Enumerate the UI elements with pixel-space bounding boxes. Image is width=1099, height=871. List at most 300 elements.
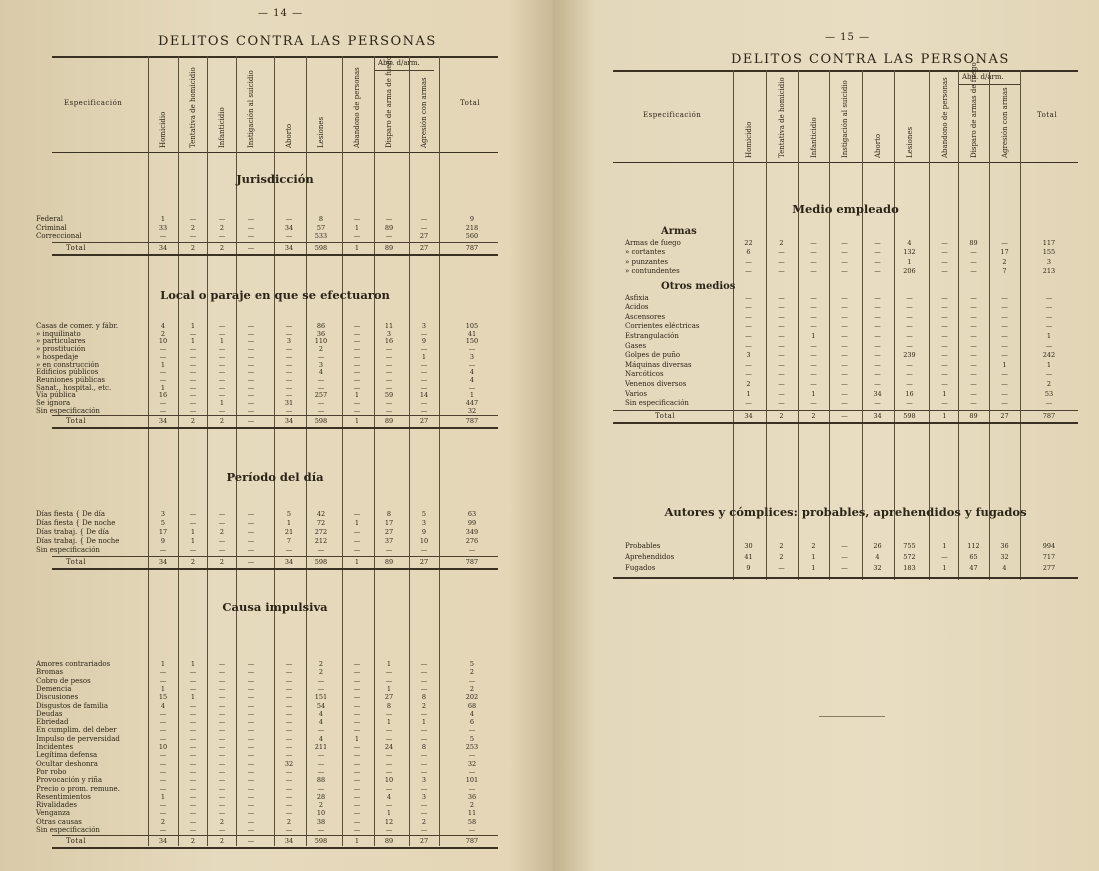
table-cell: — bbox=[941, 267, 948, 276]
row-label: Armas de fuego bbox=[625, 238, 681, 247]
table-cell: — bbox=[317, 767, 325, 776]
table-cell: 10 bbox=[316, 809, 326, 818]
grand-total: 787 bbox=[1042, 411, 1056, 420]
table-cell: — bbox=[353, 776, 361, 785]
table-cell: — bbox=[745, 293, 752, 302]
table-cell: — bbox=[420, 546, 428, 554]
table-cell: — bbox=[247, 519, 255, 527]
table-cell: — bbox=[247, 337, 255, 346]
table-cell: — bbox=[247, 751, 255, 760]
total-cell: 1 bbox=[354, 558, 360, 566]
table-cell: — bbox=[218, 345, 226, 354]
table-cell: — bbox=[385, 759, 393, 768]
total-bottom-rule bbox=[52, 427, 498, 429]
column-header: Homicidio bbox=[159, 111, 167, 148]
table-cell: — bbox=[189, 676, 197, 685]
table-cell: — bbox=[189, 352, 197, 361]
table-cell: — bbox=[941, 332, 948, 340]
table-cell: — bbox=[970, 351, 977, 360]
table-cell: — bbox=[906, 399, 913, 408]
table-cell: — bbox=[841, 267, 848, 276]
table-cell: — bbox=[874, 360, 881, 369]
table-cell: — bbox=[810, 360, 817, 369]
row-label: Fugados bbox=[625, 564, 656, 572]
row-label: Amores contrariados bbox=[36, 660, 111, 668]
table-cell: 34 bbox=[873, 389, 882, 398]
table-cell: 5 bbox=[421, 510, 427, 518]
table-cell: — bbox=[247, 734, 255, 743]
table-cell: — bbox=[317, 399, 325, 407]
table-cell: — bbox=[906, 332, 913, 340]
table-cell: — bbox=[189, 329, 197, 338]
table-cell: — bbox=[420, 399, 428, 407]
total-cell: 27 bbox=[419, 558, 429, 566]
table-cell: 2 bbox=[318, 660, 324, 668]
table-cell: — bbox=[189, 406, 197, 415]
table-cell: — bbox=[353, 360, 361, 369]
especificacion-header: Especificación bbox=[643, 111, 702, 119]
total-cell: 34 bbox=[284, 558, 294, 566]
table-cell: — bbox=[745, 312, 752, 321]
table-cell: — bbox=[247, 223, 255, 232]
row-total: 277 bbox=[1042, 564, 1056, 572]
table-cell: 31 bbox=[284, 399, 294, 407]
table-cell: — bbox=[385, 801, 393, 810]
total-bottom-rule bbox=[613, 422, 1078, 424]
table-cell: 27 bbox=[384, 693, 394, 702]
row-total: 53 bbox=[1044, 389, 1054, 398]
table-cell: — bbox=[941, 351, 948, 360]
table-cell: — bbox=[218, 826, 226, 834]
column-header: Agresión con armas bbox=[420, 77, 428, 148]
table-cell: — bbox=[385, 709, 393, 718]
table-cell: — bbox=[189, 776, 197, 785]
table-cell: — bbox=[941, 303, 948, 312]
table-cell: — bbox=[841, 238, 848, 247]
table-cell: — bbox=[285, 352, 293, 361]
table-cell: — bbox=[353, 232, 361, 240]
total-bottom-rule bbox=[52, 568, 498, 570]
section-title: Autores y cómplices: probables, aprehendidos y fugados bbox=[664, 505, 1027, 519]
row-label: Varios bbox=[625, 389, 647, 398]
grand-total: 787 bbox=[465, 243, 479, 252]
row-total: — bbox=[468, 345, 476, 354]
table-cell: 1 bbox=[354, 223, 360, 232]
table-cell: — bbox=[218, 322, 226, 330]
table-cell: — bbox=[385, 734, 393, 743]
row-total: 5 bbox=[469, 734, 475, 743]
row-label: Impulso de perversidad bbox=[36, 734, 120, 743]
row-label: Vía pública bbox=[36, 391, 76, 400]
table-cell: 32 bbox=[1000, 553, 1009, 561]
table-cell: — bbox=[778, 360, 785, 369]
table-cell: — bbox=[218, 809, 226, 818]
table-cell: 2 bbox=[219, 223, 225, 232]
table-cell: — bbox=[420, 406, 428, 415]
table-cell: — bbox=[810, 399, 817, 408]
row-total: 63 bbox=[467, 510, 477, 518]
table-cell: — bbox=[353, 759, 361, 768]
table-cell: — bbox=[385, 767, 393, 776]
table-cell: — bbox=[385, 726, 393, 735]
row-label: Discusiones bbox=[36, 693, 79, 702]
row-total: — bbox=[468, 767, 476, 776]
table-cell: — bbox=[841, 341, 848, 350]
table-cell: 1 bbox=[386, 809, 392, 818]
row-label: Criminal bbox=[36, 223, 67, 232]
row-total: 4 bbox=[469, 709, 475, 718]
table-cell: — bbox=[778, 322, 785, 331]
table-cell: — bbox=[353, 399, 361, 407]
table-cell: — bbox=[420, 360, 428, 369]
row-label: Corrientes eléctricas bbox=[625, 322, 700, 331]
table-cell: 2 bbox=[779, 542, 784, 550]
table-cell: — bbox=[353, 375, 361, 384]
table-cell: — bbox=[189, 383, 197, 392]
table-cell: — bbox=[189, 826, 197, 834]
table-cell: — bbox=[420, 215, 428, 223]
table-cell: — bbox=[778, 351, 785, 360]
column-header: Agresión con armas bbox=[1000, 87, 1009, 158]
table-cell: — bbox=[218, 801, 226, 810]
table-cell: — bbox=[218, 759, 226, 768]
table-cell: — bbox=[247, 232, 255, 240]
total-cell: 2 bbox=[779, 411, 784, 420]
row-label: Deudas bbox=[36, 709, 63, 718]
table-cell: — bbox=[385, 352, 393, 361]
table-cell: — bbox=[317, 352, 325, 361]
table-cell: 17 bbox=[1000, 248, 1009, 257]
table-cell: — bbox=[189, 546, 197, 554]
table-cell: — bbox=[778, 341, 785, 350]
table-cell: — bbox=[247, 718, 255, 727]
table-cell: — bbox=[189, 767, 197, 776]
table-cell: 8 bbox=[421, 693, 427, 702]
row-total: 202 bbox=[465, 693, 479, 702]
table-cell: 65 bbox=[969, 553, 978, 561]
table-cell: — bbox=[353, 709, 361, 718]
table-cell: — bbox=[1001, 322, 1008, 331]
table-cell: — bbox=[841, 389, 848, 398]
row-label: Narcóticos bbox=[625, 370, 664, 379]
table-cell: — bbox=[218, 718, 226, 727]
total-cell: 598 bbox=[314, 243, 328, 252]
table-cell: 3 bbox=[421, 322, 427, 330]
table-cell: — bbox=[810, 248, 817, 257]
table-cell: — bbox=[159, 767, 167, 776]
row-label: Ebriedad bbox=[36, 718, 69, 727]
table-cell: — bbox=[420, 801, 428, 810]
header-bottom-rule bbox=[52, 152, 498, 153]
row-total: 2 bbox=[469, 684, 475, 693]
table-cell: 2 bbox=[190, 223, 196, 232]
table-cell: 10 bbox=[419, 537, 429, 545]
table-cell: — bbox=[247, 784, 255, 793]
table-cell: — bbox=[906, 370, 913, 379]
row-total: 717 bbox=[1042, 553, 1056, 561]
table-cell: — bbox=[353, 792, 361, 801]
table-cell: 57 bbox=[316, 223, 326, 232]
table-cell: — bbox=[353, 322, 361, 330]
table-cell: — bbox=[247, 215, 255, 223]
table-cell: — bbox=[189, 232, 197, 240]
table-cell: 22 bbox=[744, 238, 753, 247]
table-cell: 2 bbox=[219, 528, 225, 536]
row-total: 218 bbox=[465, 223, 479, 232]
table-cell: — bbox=[385, 751, 393, 760]
table-cell: — bbox=[745, 341, 752, 350]
table-cell: — bbox=[189, 759, 197, 768]
table-cell: 26 bbox=[873, 542, 882, 550]
row-label: Sanat., hospital., etc. bbox=[36, 383, 112, 392]
total-cell: 2 bbox=[811, 411, 816, 420]
table-cell: — bbox=[218, 767, 226, 776]
table-cell: — bbox=[218, 215, 226, 223]
table-cell: 32 bbox=[873, 564, 882, 572]
table-cell: — bbox=[285, 329, 293, 338]
row-label: Disgustos de familia bbox=[36, 701, 109, 710]
table-cell: 1 bbox=[386, 660, 392, 668]
table-cell: — bbox=[420, 767, 428, 776]
table-cell: — bbox=[285, 375, 293, 384]
table-cell: — bbox=[317, 826, 325, 834]
table-cell: — bbox=[874, 380, 881, 388]
table-cell: — bbox=[353, 337, 361, 346]
table-cell: 132 bbox=[903, 248, 916, 257]
table-cell: — bbox=[189, 743, 197, 751]
row-total: 105 bbox=[465, 322, 479, 330]
table-cell: 1 bbox=[421, 352, 427, 361]
table-cell: — bbox=[159, 676, 167, 685]
table-cell: — bbox=[285, 406, 293, 415]
column-header: Tentativa de homicidio bbox=[189, 67, 197, 148]
table-cell: — bbox=[189, 801, 197, 810]
table-cell: 151 bbox=[314, 693, 328, 702]
table-cell: — bbox=[874, 322, 881, 331]
table-cell: — bbox=[745, 370, 752, 379]
table-cell: 15 bbox=[158, 693, 168, 702]
table-cell: 1 bbox=[160, 684, 166, 693]
table-cell: — bbox=[285, 709, 293, 718]
row-label: Demencia bbox=[36, 684, 72, 693]
table-cell: 21 bbox=[284, 528, 294, 536]
row-total: 32 bbox=[467, 759, 477, 768]
table-cell: — bbox=[353, 345, 361, 354]
total-label: Total bbox=[66, 837, 87, 846]
table-cell: — bbox=[970, 312, 977, 321]
table-cell: — bbox=[906, 312, 913, 321]
table-cell: — bbox=[841, 553, 848, 561]
table-cell: — bbox=[420, 668, 428, 677]
row-label: Sin especificación bbox=[36, 546, 100, 554]
table-cell: 9 bbox=[421, 337, 427, 346]
table-cell: — bbox=[810, 341, 817, 350]
table-cell: — bbox=[841, 542, 848, 550]
section-title: Jurisdicción bbox=[236, 172, 314, 186]
table-cell: — bbox=[247, 726, 255, 735]
table-cell: — bbox=[874, 312, 881, 321]
table-cell: — bbox=[906, 322, 913, 331]
table-cell: 112 bbox=[967, 542, 980, 550]
table-cell: — bbox=[841, 322, 848, 331]
right-page bbox=[553, 0, 1099, 871]
total-label: Total bbox=[66, 417, 87, 426]
table-cell: — bbox=[745, 322, 752, 331]
table-cell: 4 bbox=[907, 238, 912, 247]
row-label: Otras causas bbox=[36, 817, 82, 826]
row-label: Asfixia bbox=[625, 293, 649, 302]
total-cell: 34 bbox=[158, 417, 168, 426]
table-cell: — bbox=[385, 399, 393, 407]
table-cell: — bbox=[970, 399, 977, 408]
table-cell: 32 bbox=[284, 759, 294, 768]
total-cell: 34 bbox=[284, 837, 294, 846]
header-top-rule bbox=[613, 70, 1078, 72]
table-cell: 12 bbox=[384, 817, 394, 826]
table-cell: — bbox=[745, 360, 752, 369]
row-label: Ocultar deshonra bbox=[36, 759, 98, 768]
row-total: — bbox=[468, 676, 476, 685]
table-cell: — bbox=[970, 380, 977, 388]
row-total: 99 bbox=[467, 519, 477, 527]
row-total: — bbox=[468, 751, 476, 760]
table-cell: — bbox=[778, 293, 785, 302]
table-cell: 10 bbox=[158, 337, 168, 346]
table-cell: — bbox=[778, 267, 785, 276]
table-cell: 8 bbox=[421, 743, 427, 751]
table-cell: — bbox=[218, 660, 226, 668]
table-cell: — bbox=[285, 368, 293, 377]
table-cell: — bbox=[247, 345, 255, 354]
table-cell: — bbox=[778, 312, 785, 321]
total-cell: 1 bbox=[354, 417, 360, 426]
row-label: » particulares bbox=[36, 337, 86, 346]
table-cell: — bbox=[874, 341, 881, 350]
total-label: Total bbox=[655, 411, 676, 420]
table-cell: 16 bbox=[905, 389, 914, 398]
table-cell: 2 bbox=[1002, 257, 1007, 266]
table-cell: — bbox=[189, 701, 197, 710]
table-cell: — bbox=[906, 341, 913, 350]
table-cell: 1 bbox=[942, 542, 947, 550]
table-cell: — bbox=[420, 809, 428, 818]
table-cell: — bbox=[285, 701, 293, 710]
table-cell: — bbox=[353, 751, 361, 760]
table-cell: — bbox=[159, 759, 167, 768]
table-cell: — bbox=[285, 546, 293, 554]
table-cell: 1 bbox=[219, 399, 225, 407]
total-cell: 34 bbox=[158, 837, 168, 846]
table-cell: — bbox=[218, 352, 226, 361]
total-cell: 2 bbox=[219, 417, 225, 426]
column-header: Aborto bbox=[873, 133, 882, 158]
total-top-rule bbox=[52, 415, 498, 416]
table-cell: — bbox=[317, 546, 325, 554]
table-cell: — bbox=[218, 375, 226, 384]
row-total: 4 bbox=[469, 368, 475, 377]
row-label: Bromas bbox=[36, 668, 64, 677]
table-cell: — bbox=[941, 553, 948, 561]
table-cell: — bbox=[218, 510, 226, 518]
row-label: Rivalidades bbox=[36, 801, 77, 810]
table-cell: — bbox=[353, 406, 361, 415]
table-cell: — bbox=[247, 528, 255, 536]
table-cell: — bbox=[159, 734, 167, 743]
table-cell: — bbox=[353, 668, 361, 677]
row-total: 117 bbox=[1042, 238, 1056, 247]
table-cell: 1 bbox=[190, 337, 196, 346]
total-header: Total bbox=[460, 99, 481, 107]
table-cell: — bbox=[218, 546, 226, 554]
row-label: Ascensores bbox=[625, 312, 666, 321]
row-total: 447 bbox=[465, 399, 479, 407]
table-cell: — bbox=[285, 784, 293, 793]
table-cell: — bbox=[353, 537, 361, 545]
table-cell: — bbox=[1001, 389, 1008, 398]
table-cell: 6 bbox=[746, 248, 751, 257]
column-header: Abandono de personas bbox=[353, 67, 361, 148]
page-number: — 14 — bbox=[258, 8, 304, 19]
table-cell: — bbox=[247, 352, 255, 361]
table-cell: — bbox=[385, 784, 393, 793]
table-cell: — bbox=[189, 668, 197, 677]
decorative-rule bbox=[819, 716, 885, 717]
table-cell: — bbox=[841, 248, 848, 257]
table-cell: — bbox=[159, 399, 167, 407]
table-cell: — bbox=[420, 383, 428, 392]
table-cell: 1 bbox=[942, 389, 947, 398]
table-cell: — bbox=[1001, 293, 1008, 302]
row-total: 1 bbox=[1046, 360, 1052, 369]
total-cell: 27 bbox=[1000, 411, 1009, 420]
table-cell: — bbox=[159, 368, 167, 377]
table-cell: — bbox=[745, 303, 752, 312]
section-title: Local o paraje en que se efectuaron bbox=[160, 288, 390, 302]
table-cell: 2 bbox=[160, 329, 166, 338]
table-cell: — bbox=[353, 767, 361, 776]
table-cell: — bbox=[941, 238, 948, 247]
table-cell: — bbox=[317, 375, 325, 384]
table-cell: 72 bbox=[316, 519, 326, 527]
table-cell: 1 bbox=[354, 519, 360, 527]
table-cell: — bbox=[218, 329, 226, 338]
table-cell: — bbox=[420, 759, 428, 768]
table-cell: — bbox=[810, 312, 817, 321]
table-cell: — bbox=[420, 223, 428, 232]
table-cell: — bbox=[285, 792, 293, 801]
table-cell: 2 bbox=[779, 553, 784, 561]
table-cell: 11 bbox=[384, 322, 394, 330]
table-cell: — bbox=[159, 668, 167, 677]
table-cell: — bbox=[385, 232, 393, 240]
total-cell: — bbox=[247, 837, 255, 846]
table-cell: — bbox=[841, 303, 848, 312]
table-cell: — bbox=[285, 776, 293, 785]
row-label: » prostitución bbox=[36, 345, 86, 354]
table-cell: 24 bbox=[384, 743, 394, 751]
table-cell: — bbox=[420, 726, 428, 735]
table-cell: 3 bbox=[386, 329, 392, 338]
table-cell: — bbox=[247, 693, 255, 702]
row-total: — bbox=[1045, 370, 1053, 379]
table-cell: 1 bbox=[160, 215, 166, 223]
header-bottom-rule bbox=[613, 162, 1078, 163]
table-cell: — bbox=[189, 215, 197, 223]
table-cell: — bbox=[285, 826, 293, 834]
table-cell: — bbox=[1001, 351, 1008, 360]
table-cell: 16 bbox=[158, 391, 168, 400]
table-cell: — bbox=[778, 399, 785, 408]
